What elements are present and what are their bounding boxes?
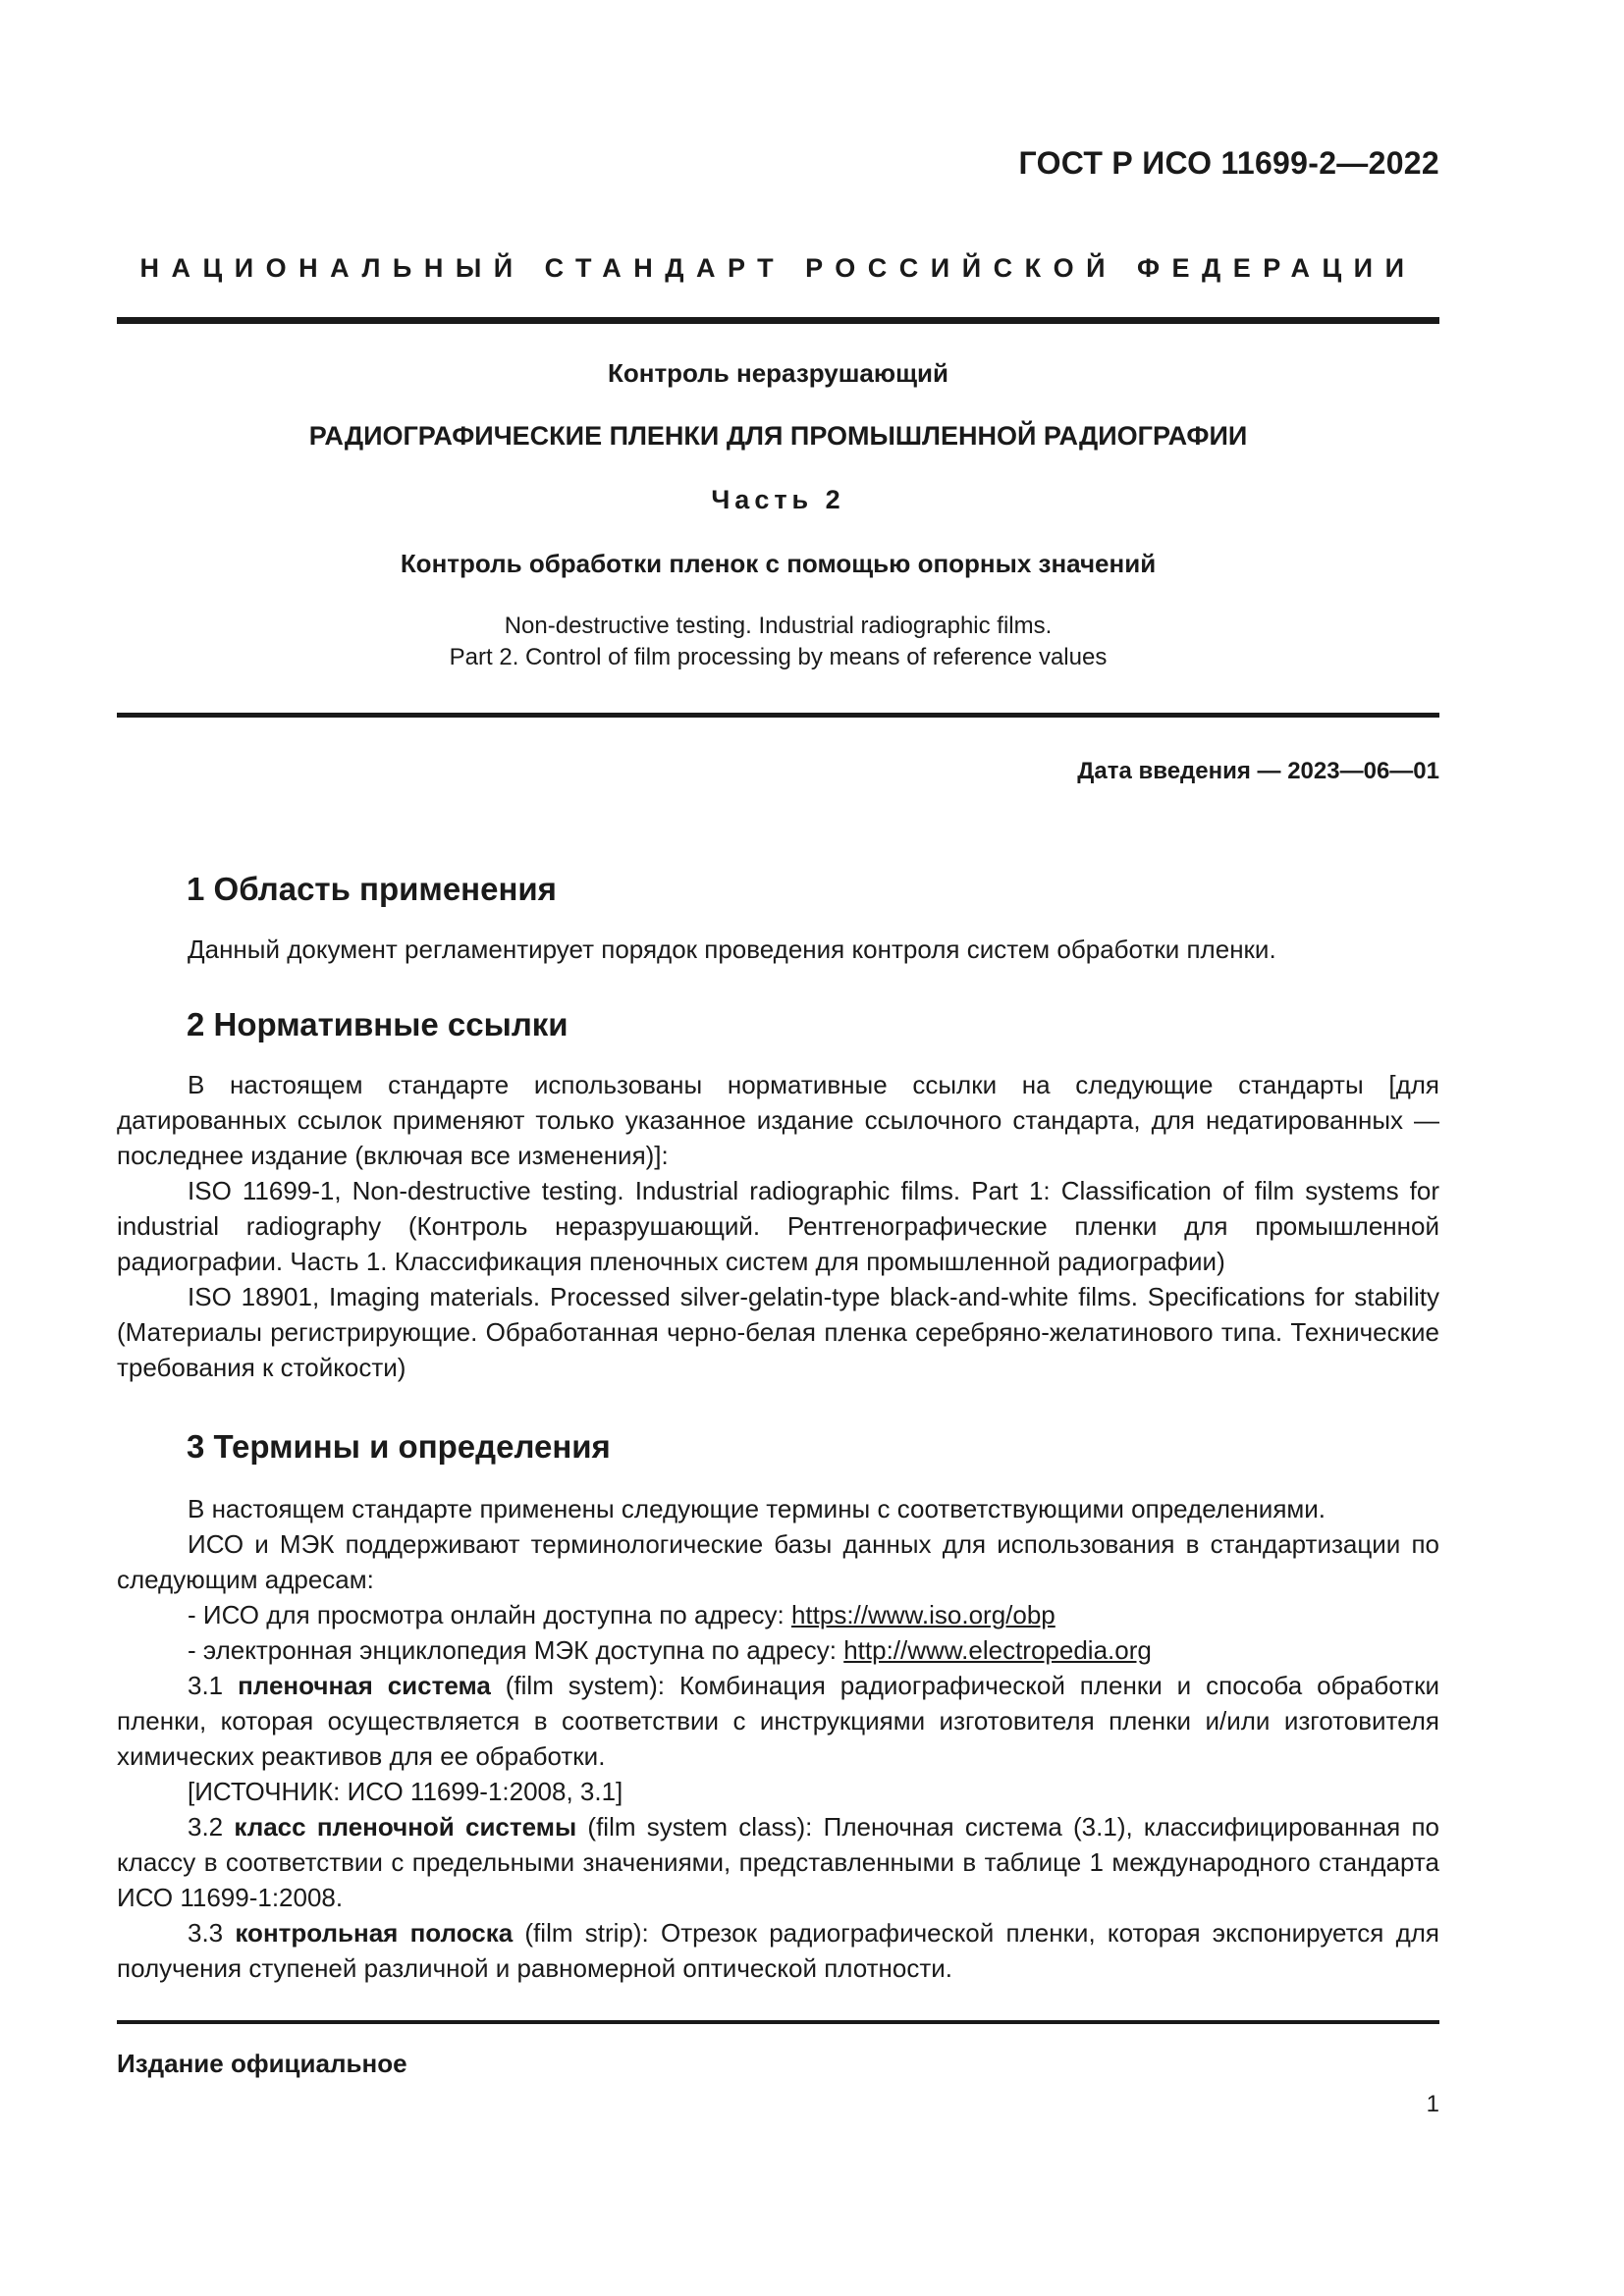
date-of-introduction: Дата введения — 2023—06—01: [1077, 758, 1439, 784]
term-3-3-definition: (film strip): Отрезок радиографической пленки, которая экспонируется для получения ступеней различной и равномерной оптической плотности.: [117, 1918, 1439, 1983]
section2-body: [117, 1067, 1439, 1385]
section2-intro: В настоящем стандарте использованы нормативные ссылки на следующие стандарты [для датированных ссылок применяют только указанное издание ссылочного стандарта, для недатированных — последнее издание (включая все изменения)]:: [117, 1070, 1439, 1170]
section1-heading: 1 Область применения: [187, 871, 557, 907]
title-main: РАДИОГРАФИЧЕСКИЕ ПЛЕНКИ ДЛЯ ПРОМЫШЛЕННОЙ РАДИОГРАФИИ: [308, 421, 1248, 451]
page-number: 1: [1426, 2091, 1439, 2117]
title-part: Часть 2: [711, 485, 845, 514]
term-3-1-term: пленочная система: [238, 1671, 491, 1700]
document-page: [117, 0, 1439, 2296]
term-3-1: [117, 1668, 1439, 1774]
header-divider: [117, 317, 1439, 324]
english-title-line1: Non-destructive testing. Industrial radiographic films.: [504, 613, 1053, 639]
electropedia-text: - электронная энциклопедия МЭК доступна по адресу:: [188, 1635, 844, 1665]
normative-ref-2: ISO 18901, Imaging materials. Processed silver-gelatin-type black-and-white films. Specifications for stability (Материалы регистрирующие. Обработанная черно-белая пленка серебряно-желатинового типа. Технические требования к стойкости): [117, 1282, 1439, 1382]
iso-obp-link[interactable]: https://www.iso.org/obp: [790, 1600, 1056, 1629]
title-divider: [117, 713, 1439, 718]
electropedia-item: [117, 1632, 1439, 1668]
standard-number: ГОСТ Р ИСО 11699-2—2022: [1018, 145, 1439, 181]
section3-body: [117, 1491, 1439, 1986]
term-3-3-term: контрольная полоска: [235, 1918, 514, 1948]
section3-intro: В настоящем стандарте применены следующие термины с соответствующими определениями.: [188, 1494, 1326, 1523]
section3-heading: 3 Термины и определения: [187, 1428, 611, 1465]
term-3-1-definition: (film system): Комбинация радиографической пленки и способа обработки пленки, которая осуществляется в соответствии с инструкциями изготовителя пленки и/или изготовителя химических реактивов для ее обработки.: [117, 1671, 1439, 1771]
iso-iec-databases: ИСО и МЭК поддерживают терминологические базы данных для использования в стандартизации по следующим адресам:: [117, 1529, 1439, 1594]
section1-text: Данный документ регламентирует порядок проведения контроля систем обработки пленки.: [188, 934, 1276, 964]
term-3-2-definition: (film system class): Пленочная система (3.1), классифицированная по классу в соответствии с предельными значениями, представленными в таблице 1 международного стандарта ИСО 11699-1:2008.: [117, 1812, 1439, 1912]
english-title: [117, 611, 1439, 673]
footer-divider: [117, 2020, 1439, 2024]
term-3-2-number: 3.2: [188, 1812, 235, 1842]
iso-obp-item: [117, 1597, 1439, 1632]
english-title-line2: Part 2. Control of film processing by means of reference values: [449, 644, 1108, 670]
term-3-1-source: [ИСТОЧНИК: ИСО 11699-1:2008, 3.1]: [188, 1777, 623, 1806]
official-edition: Издание официальное: [117, 2049, 407, 2078]
title-subtitle: Контроль обработки пленок с помощью опорных значений: [400, 549, 1157, 578]
national-standard-banner: НАЦИОНАЛЬНЫЙ СТАНДАРТ РОССИЙСКОЙ ФЕДЕРАЦИИ: [139, 253, 1417, 283]
electropedia-link[interactable]: http://www.electropedia.org: [843, 1635, 1152, 1665]
term-3-3: [117, 1915, 1439, 1986]
section2-heading: 2 Нормативные ссылки: [187, 1006, 568, 1042]
title-line1: Контроль неразрушающий: [607, 358, 948, 388]
normative-ref-1: ISO 11699-1, Non-destructive testing. Industrial radiographic films. Part 1: Classification of film systems for industrial radiography (Контроль неразрушающий. Рентгенографические пленки для промышленной радиографии. Часть 1. Классификация пленочных систем для промышленной радиографии): [117, 1176, 1439, 1276]
section1-body: [117, 932, 1439, 967]
term-3-3-number: 3.3: [188, 1918, 236, 1948]
term-3-2-term: класс пленочной системы: [234, 1812, 577, 1842]
term-3-1-number: 3.1: [188, 1671, 239, 1700]
term-3-2: [117, 1809, 1439, 1915]
iso-obp-text: - ИСО для просмотра онлайн доступна по адресу:: [188, 1600, 791, 1629]
